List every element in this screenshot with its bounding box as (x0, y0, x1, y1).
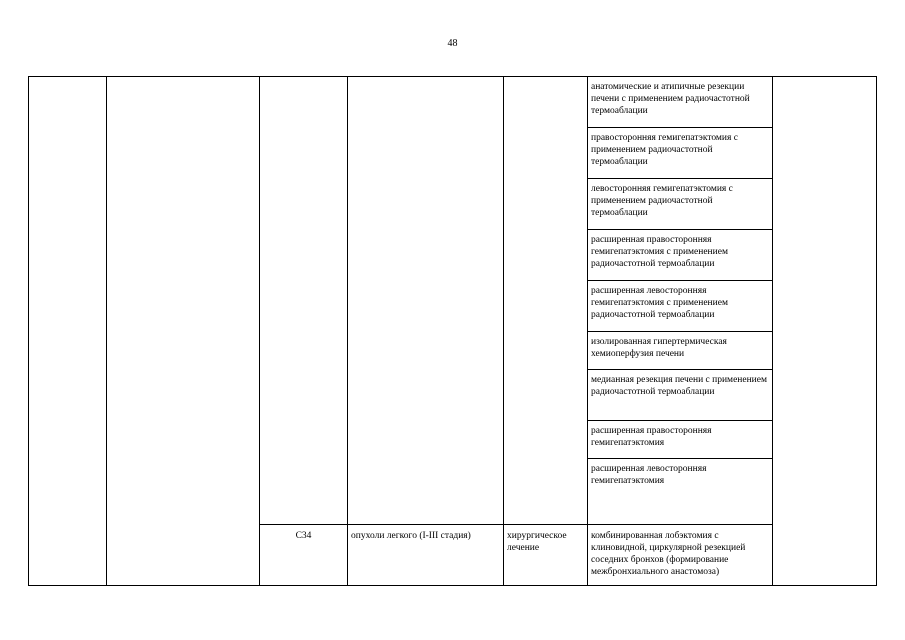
procedure-item: расширенная правосторонняя гемигепатэктомия (588, 421, 772, 459)
col-code-cell (260, 77, 348, 525)
col-diagnosis-cell (348, 77, 504, 525)
procedure-item: расширенная левосторонняя гемигепатэктомия (591, 464, 707, 486)
col-diagnosis-cell (348, 525, 504, 586)
procedure-item: расширенная левосторонняя гемигепатэктомия с применением радиочастотной термоаблации (588, 281, 772, 332)
col-number-cell (29, 77, 107, 586)
icd-code: С34 (295, 531, 312, 542)
col-treatment-cell (504, 77, 588, 525)
procedure-item: анатомические и атипичные резекции печени с применением радиочастотной термоаблации (588, 77, 772, 128)
table-row (29, 77, 877, 525)
procedure-text: комбинированная лобэктомия с клиновидной, циркулярной резекцией соседних бронхов (формирование межбронхиального анастомоза) (591, 531, 746, 578)
col-treatment-cell (504, 525, 588, 586)
procedure-item: правосторонняя гемигепатэктомия с применением радиочастотной термоаблации (588, 128, 772, 179)
treatment-type-text: хирургическое лечение (507, 531, 567, 554)
col-procedure-cell (588, 525, 773, 586)
procedure-item: расширенная правосторонняя гемигепатэктомия с применением радиочастотной термоаблации (588, 230, 772, 281)
procedure-item: медианная резекция печени с применением радиочастотной термоаблации (588, 370, 772, 421)
procedure-item: изолированная гипертермическая хемиоперфузия печени (588, 332, 772, 370)
page-number: 48 (447, 38, 458, 49)
diagnosis-text: опухоли легкого (I-III стадия) (351, 531, 471, 542)
procedure-item: левосторонняя гемигепатэктомия с применением радиочастотной термоаблации (588, 179, 772, 230)
col-name-cell (107, 77, 260, 586)
col-cost-cell (773, 77, 877, 586)
medical-care-table (28, 76, 877, 586)
col-code-cell (260, 525, 348, 586)
col-procedure-cell (588, 77, 773, 525)
